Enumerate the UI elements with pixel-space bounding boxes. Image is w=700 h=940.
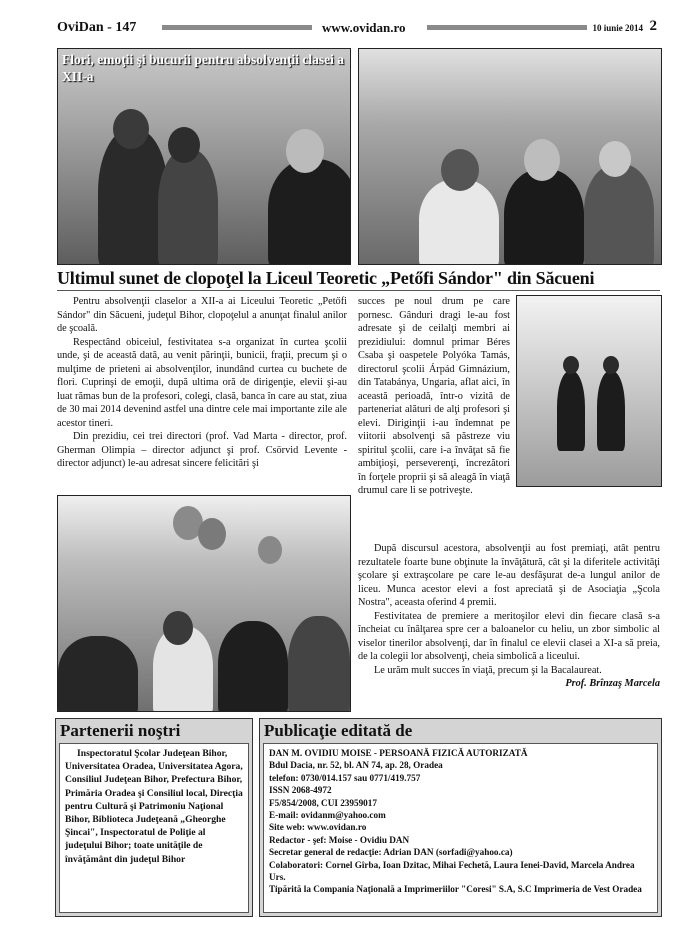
issue-label: OviDan - 147 [57, 20, 137, 35]
partners-list: Inspectoratul Şcolar Judeţean Bihor, Universitatea Oradea, Universitatea Agora, Consiliul Judeţean Bihor, Prefectura Bihor, Primăria Oradea şi Consiliul local, Direcţia pentru Cultură şi Patrimoniu Naţional Bihor, Biblioteca Judeţeană „Gheorghe Şincai", Inspectoratul de Poliţie al judeţului Bihor; toate unităţile de învăţământ din judeţul Bihor [59, 743, 249, 913]
article-column-2-bottom [358, 542, 660, 691]
chief-editor: Redactor - şef: Moise - Ovidiu DAN [269, 834, 410, 845]
article-headline: Ultimul sunet de clopoţel la Liceul Teoretic „Petőfi Sándor" din Săcueni [57, 268, 595, 288]
headline-underline [57, 290, 660, 291]
header-divider [427, 25, 587, 30]
article-column-1 [57, 295, 347, 471]
collaborators: Colaboratori: Cornel Gîrba, Ioan Dzitac, Mihai Fechetă, Laura Ienei-David, Marcela Andrea Urs. [269, 859, 635, 883]
article-paragraph: Din prezidiu, cei trei directori (prof. Vad Marta - director, prof. Gherman Olimpia – director adjunct şi prof. Csörvid Levente - director adjunct) le-au adresat sincere felicitări şi [57, 431, 347, 469]
publisher-issn: ISSN 2068-4972 [269, 785, 332, 796]
header-divider [162, 25, 312, 30]
publisher-name: DAN M. OVIDIU MOISE - PERSOANĂ FIZICĂ AUTORIZATĂ [269, 748, 528, 758]
publication-details [263, 743, 658, 913]
publication-box [259, 718, 662, 917]
photo-graduates-balloons [57, 495, 351, 712]
publisher-email[interactable]: E-mail: ovidanm@yahoo.com [269, 810, 386, 821]
general-secretary: Secretar general de redacţie: Adrian DAN (sorfadi@yahoo.ca) [269, 847, 513, 858]
publisher-website[interactable]: Site web: www.ovidan.ro [269, 822, 367, 833]
article-column-2-top [358, 295, 510, 498]
publisher-address: Bdul Dacia, nr. 52, bl. AN 74, ap. 28, Oradea [269, 760, 443, 771]
photo-flowers-ceremony [57, 48, 351, 265]
partners-title: Partenerii noştri [60, 721, 181, 740]
publisher-phone: telefon: 0730/014.157 sau 0771/419.757 [269, 772, 421, 783]
photo-officials-seated [358, 48, 662, 265]
page-number: 2 [649, 18, 657, 34]
printer-info: Tipărită la Compania Naţională a Imprimeriilor "Coresi" S.A, S.C Imprimeria de Vest Oradea [269, 884, 642, 895]
photo-students-walking [516, 295, 662, 487]
publication-title: Publicaţie editată de [264, 721, 413, 740]
article-paragraph: Respectând obiceiul, festivitatea s-a organizat în curtea şcolii unde, şi de această dată, au venit părinţii, bunicii, fraţii, precum şi o mulţime de prieteni ai absolvenţilor, inundând curtea cu buchete de flori. Cuprinşi de emoţii, după ultima oră de dirigenţie, elevii şi-au luat rămas bun de la profesori, colegi, clasă, banca în care au stat, ziua de 30 mai 2014 devenind astfel una dintre cele mai importante zile ale acestor tineri. [57, 336, 347, 429]
article-paragraph: succes pe noul drum pe care pornesc. Gânduri dragi le-au fost adresate şi de ceilalţi membri ai prezidiului: domnul primar Béres Csaba şi oaspetele Polyóka Tamás, directorul şcolii Árpád Gimnázium, din Tatabánya, Ungaria, aflat aici, în această perioadă, într-o vizită de parteneriat alături de alţi profesori şi elevi. Diriginţii i-au îndemnat pe viitorii absolvenţi să păstreze viu spiritul şcolii, care i-a învăţat să fie ambiţioşi, perseverenţi, încrezători în forţele proprii şi să aleagă în viaţă drumul care li se potriveşte. [358, 296, 510, 496]
partners-box [55, 718, 253, 917]
issue-date: 10 iunie 2014 [592, 23, 643, 33]
article-paragraph: După discursul acestora, absolvenţii au fost premiaţi, atât pentru rezultatele foarte bune obţinute la învăţătură, cât şi la diferitele activităţi şcolare şi extraşcolare pe care le-au desfăşurat de-a lungul anilor de liceu. Munca acestor elevi a fost apreciată şi de Asociaţia „Şcola Nostra", aceasta oferind 4 premii. [358, 543, 660, 608]
article-signature: Prof. Brînzaş Marcela [565, 678, 660, 689]
article-paragraph: Festivitatea de premiere a meritoşilor elevi din fiecare clasă s-a încheiat cu înălţarea spre cer a baloanelor cu heliu, un zbor simbolic al viselor tinerilor absolvenţi, dar în finalul ce elevii clasei a XI-a să preia, de la colegii lor absolvenţi, cheia simbolică a liceului. [358, 610, 660, 662]
article-paragraph: Le urăm mult succes în viaţă, precum şi la Bacalaureat. [374, 664, 602, 676]
article-paragraph: Pentru absolvenţii claselor a XII-a ai Liceului Teoretic „Petőfi Sándor" din Săcueni, judeţul Bihor, clopoţelul a anunţat finalul anilor de şcoală. [57, 296, 347, 334]
publisher-cui: F5/854/2008, CUI 23959017 [269, 797, 377, 808]
photo-caption: Flori, emoţii şi bucurii pentru absolvenţii clasei a XII-a [62, 52, 344, 84]
website-label: www.ovidan.ro [322, 20, 406, 35]
page-header [57, 18, 657, 38]
